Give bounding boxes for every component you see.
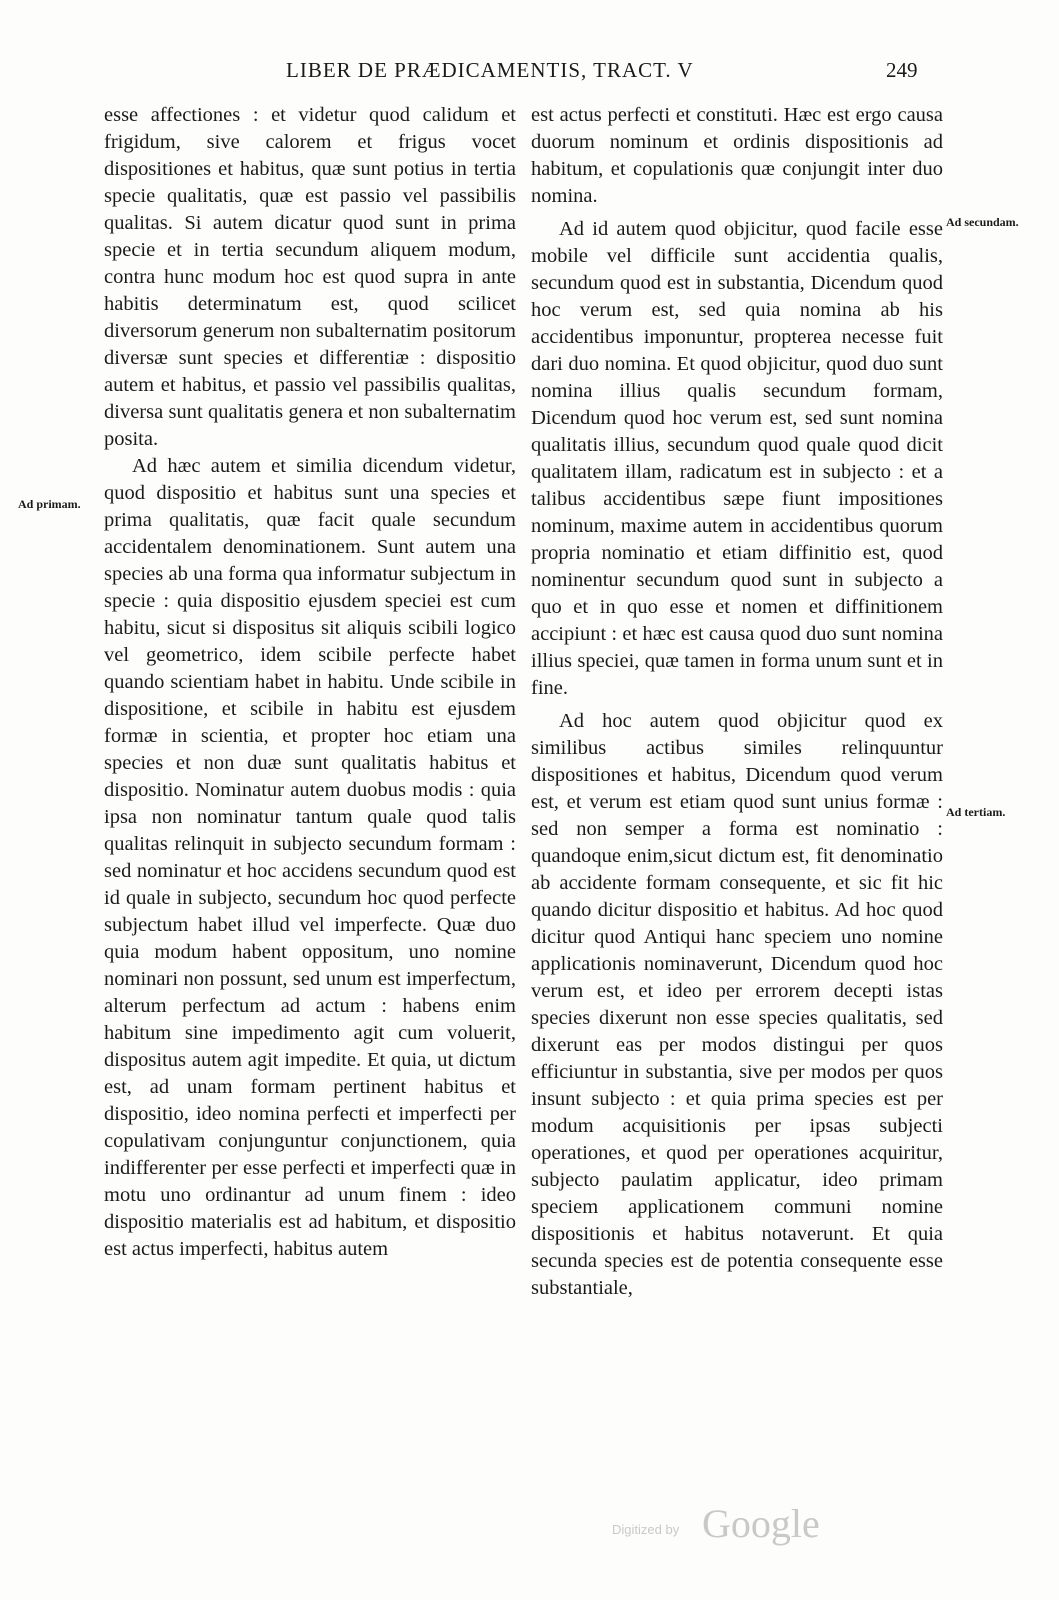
margin-note-secundam: Ad secundam. [946,215,1019,229]
margin-note-primam: Ad primam. [18,497,81,511]
right-column [531,102,943,1302]
paragraph: est actus perfecti et constituti. Hæc est ergo causa duorum nominum et ordinis dispositionis ad habitum, et copulationis quæ conjungit inter duo nomina. [531,104,943,207]
page-number: 249 [886,58,918,82]
digitization-watermark [612,1500,842,1550]
digitized-label: Digitized by [612,1522,680,1537]
paragraph: Ad hoc autem quod objicitur quod ex similibus actibus similes relinquuntur dispositiones et habitus, Dicendum quod verum est, et verum est etiam quod sunt unius formæ : sed non semper a forma est nominatio : quandoque enim,sicut dictum est, fit denominatio ab accidente formam consequente, et sic fit hic quando dicitur dispositio et habitus. Ad hoc quod dicitur quod Antiqui hanc speciem uno nomine applicationis nominaverunt, Dicendum quod hoc verum est, et ideo per errorem decepti istas species dixerunt non esse species qualitatis, sed dixerunt eas per modos distingui per quos efficiuntur in substantia, sive per modos per quos insunt subjecto : et quia prima species est per modum acquisitionis per ipsas subjecti operationes, et quod per operationes acquiritur, subjecto paulatim applicatur, ideo primam speciem applicationem communi nomine dispositionis et habitus notaverunt. Et quia secunda species est de potentia consequente esse substantiale, [531,710,943,1299]
paragraph: Ad id autem quod objicitur, quod facile esse mobile vel difficile sunt accidentia qualis, secundum quod est in substantia, Dicendum quod hoc verum est, sed quia nomina ab his accidentibus imponuntur, propterea necesse fuit dari duo nomina. Et quod objicitur, quod duo sunt nomina illius qualis secundum formam, Dicendum quod hoc verum est, sed sunt nomina qualitatis illius, secundum quod quale quod dicit qualitatem illam, radicatum est in subjecto : et a talibus accidentibus sæpe fiunt impositiones nominum, maxime autem in accidentibus quorum propria nominatio et etiam diffinitio est, quod nominentur secundum quod sunt in subjecto a quo et in quo esse et nomen et diffinitionem accipiunt : et hæc est causa quod duo sunt nomina illius speciei, quæ tamen in forma unum sunt et in fine. [531,218,943,699]
left-column [104,102,516,1263]
running-header [0,58,1059,88]
paragraph: Ad hæc autem et similia dicendum videtur, quod dispositio et habitus sunt una species et prima qualitatis, quæ facit quale secundum accidentalem denominationem. Sunt autem una species ab una forma qua informatur subjectum in specie : quia dispositio ejusdem speciei est cum habitu, sicut si dispositus sit aliquis scibili logico vel geometrico, idem scibile perfecte habet quando scientiam habet in habitu. Unde scibile in dispositione, et scibile in habitu est ejusdem formæ in scientia, et propter hoc etiam una species et non duæ sunt qualitatis habitus et dispositio. Nominatur autem duobus modis : quia ipsa non nominatur tantum quale quod talis qualitas relinquit in subjecto secundum formam : sed nominatur et hoc accidens secundum quod est id quale in subjecto, secundum hoc quod perfecte subjectum habet illud vel imperfecte. Quæ duo quia modum habent oppositum, uno nomine nominari non possunt, sed unum est imperfectum, alterum perfectum ad actum : habens enim habitum sine impedimento agit cum voluerit, dispositus autem agit impedite. Et quia, ut dictum est, ad unam formam pertinent habitus et dispositio, ideo nomina perfecti et imperfecti per copulativam conjunguntur conjunctionem, quia indifferenter per esse perfecti et imperfecti quæ in motu uno ordinantur ad unum finem : ideo dispositio materialis est ad habitum, et dispositio est actus imperfecti, habitus autem [104,455,516,1260]
google-logo: Google [702,1501,820,1546]
margin-note-tertiam: Ad tertiam. [946,805,1006,819]
running-title: LIBER DE PRÆDICAMENTIS, TRACT. V [286,58,694,82]
paragraph: esse affectiones : et videtur quod calidum et frigidum, sive calorem et frigus vocet dispositiones et habitus, quæ sunt potius in tertia specie qualitatis, quæ est passio vel passibilis qualitas. Si autem dicatur quod sunt in prima specie et in tertia secundum aliquem modum, contra hunc modum hoc est quod supra in ante habitis determinatum est, quod scilicet diversorum generum non subalternatim positorum diversæ sunt species et differentiæ : dispositio autem et habitus, et passio vel passibilis qualitas, diversa sunt qualitatis genera et non subalternatim posita. [104,104,516,450]
